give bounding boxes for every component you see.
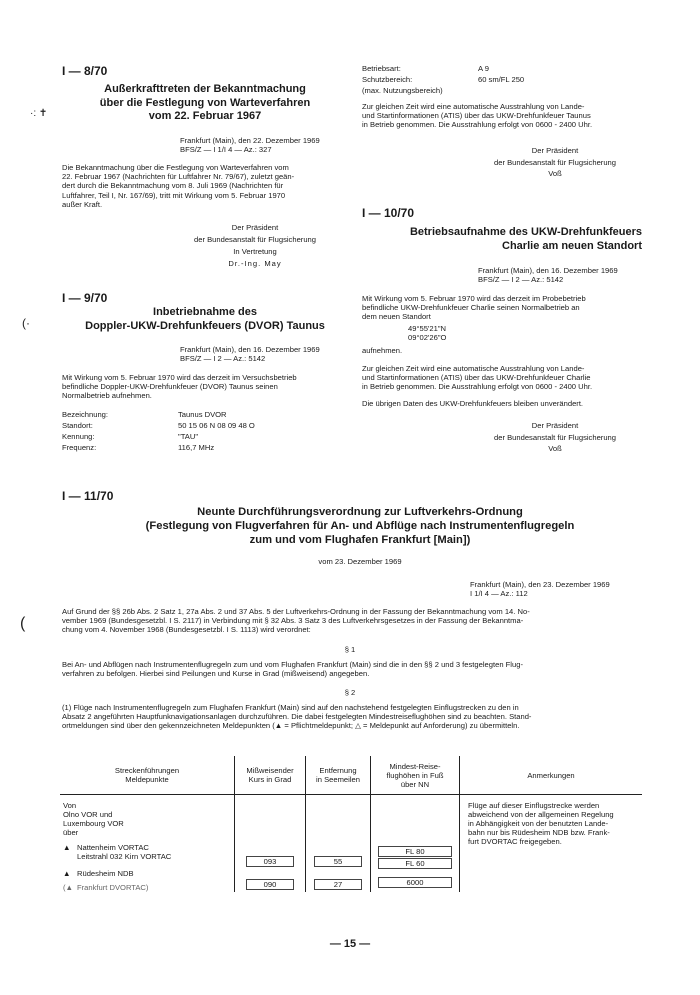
operation-row: Betriebsart: (362, 64, 401, 73)
section-title-11-70: Neunte Durchführungsverordnung zur Luftverkehrs-Ordnung (Festlegung von Flugverfahren für An- und Abflüge nach Instrumentenflugregeln zum und vom Flughafen Frankfurt [Main]) (145, 506, 575, 546)
section-title-10-70: Betriebsaufnahme des UKW-Drehfunkfeuers Charlie am neuen Standort (409, 226, 642, 252)
operation-note: (max. Nutzungsbereich) (362, 86, 443, 95)
facility-row: Bezeichnung: (62, 410, 109, 419)
section-id-9-70: I — 9/70 (62, 291, 108, 305)
body-10-70: Mit Wirkung vom 5. Februar 1970 wird das derzeit im Probebetrieb befindliche UKW-Drehfunkfeuer Charlie seinen Normalbetrieb an dem neuen Standort (362, 294, 586, 322)
paragraph-2-heading: § 2 (344, 688, 356, 697)
scan-mark-middle: (· (22, 316, 30, 330)
paragraph-1-heading: § 1 (344, 645, 356, 654)
dateline-9-70: Frankfurt (Main), den 16. Dezember 1969 BFS/Z — I 2 — Az.: 5142 (180, 345, 320, 364)
facility-value: 50 15 06 N 08 09 48 O (178, 421, 255, 430)
facility-row: Standort: (62, 421, 93, 430)
section-title-9-70: Inbetriebnahme des Doppler-UKW-Drehfunkfeuers (DVOR) Taunus (85, 306, 325, 332)
report-point: ▲ Nattenheim VORTAC (63, 843, 149, 852)
compulsory-report-icon: ▲ (63, 843, 71, 852)
section-date-11-70: vom 23. Dezember 1969 (318, 557, 402, 566)
header-routes: Streckenführungen Meldepunkte (60, 756, 235, 795)
altitude-cell: FL 80 FL 60 6000 (371, 795, 460, 893)
coordinates-charlie: 49°55'21"N 09°02'26"O (408, 324, 447, 343)
dateline-11-70: Frankfurt (Main), den 23. Dezember 1969 I 1/I 4 — Az.: 112 (470, 580, 610, 599)
route-cell: Von Olno VOR und Luxembourg VOR über ▲ Nattenheim VORTAC Leitstrahl 032 Kirn VORTAC ▲ Rüdesheim NDB (▲ Frankfurt DVORTAC) (60, 795, 235, 893)
report-point: (▲ Frankfurt DVORTAC) (63, 883, 149, 892)
remarks-cell: Flüge auf dieser Einflugstrecke werden abweichend von der allgemeinen Regelung in Abhängigkeit von der benutzten Lande- bahn nur bis Rüdesheim NDB bzw. Frank- furt DVORTAC freigegeben. (460, 795, 643, 893)
scan-mark-top: ·: ✝ (30, 108, 48, 119)
scan-mark-bottom: ( (20, 615, 26, 632)
signature-9-70: Der Präsident der Bundesanstalt für Flugsicherung Voß (494, 146, 616, 178)
body-atis-taunus: Zur gleichen Zeit wird eine automatische Ausstrahlung von Lande- und Startinformationen (ATIS) über das UKW-Drehfunkfeuer Taunus in Betrieb genommen. Die Ausstrahlung erfolgt von 0600 - 2400 Uhr. (362, 102, 593, 130)
section-title-8-70: Außerkrafttreten der Bekanntmachung über die Festlegung von Warteverfahren vom 22. Februar 1967 (99, 83, 311, 122)
paragraph-1: Bei An- und Abflügen nach Instrumentenflugregeln zum und vom Flughafen Frankfurt (Main) sind die in den §§ 2 und 3 festgelegten Flug- verfahren zu befolgen. Hierbei sind Peilungen und Kurse in Grad (mißweisend) angegeben. (62, 660, 523, 679)
intro-11-70: Auf Grund der §§ 26b Abs. 2 Satz 1, 27a Abs. 2 und 37 Abs. 5 der Luftverkehrs-Ordnung in der Fassung der Bekanntmachung vom 14. No- vember 1969 (Bundesgesetzbl. I S. 2117) in Verbindung mit § 32 Abs. 3 Satz 3 des Luftverkehrsgesetzes in der Fassung der Bekanntma- chung vom 4. November 1968 (Bundesgesetzbl. I S. 1113) wird verordnet: (62, 607, 530, 635)
facility-value: "TAU" (178, 432, 199, 441)
body-10-70-final: Die übrigen Daten des UKW-Drehfunkfeuers bleiben unverändert. (362, 399, 584, 408)
facility-value: 116,7 MHz (178, 443, 215, 452)
compulsory-report-icon: ▲ (63, 869, 71, 878)
body-9-70: Mit Wirkung vom 5. Februar 1970 wird das derzeit im Versuchsbetrieb befindliche Doppler-UKW-Drehfunkfeuer (DVOR) Taunus seinen Normalbetrieb aufnehmen. (62, 373, 297, 401)
page-number: — 15 — (329, 938, 371, 950)
header-remarks: Anmerkungen (460, 756, 643, 795)
body-10-70-after: aufnehmen. (362, 346, 403, 355)
section-id-10-70: I — 10/70 (362, 206, 415, 220)
dateline-8-70: Frankfurt (Main), den 22. Dezember 1969 BFS/Z — I 1/I 4 — Az.: 327 (180, 136, 320, 155)
table-header-row (60, 756, 642, 795)
signature-8-70: Der Präsident der Bundesanstalt für Flugsicherung In Vertretung Dr.-Ing. May (194, 223, 316, 268)
table-row (60, 795, 642, 893)
operation-value: A 9 (478, 64, 489, 73)
operation-row: Schutzbereich: (362, 75, 413, 84)
body-atis-charlie: Zur gleichen Zeit wird eine automatische Ausstrahlung von Lande- und Startinformationen (ATIS) über das UKW-Drehfunkfeuer Charlie in Betrieb genommen. Die Ausstrahlung erfolgt von 0600 - 2400 Uhr. (362, 364, 593, 392)
report-point: ▲ Rüdesheim NDB (63, 869, 134, 878)
paragraph-2: (1) Flüge nach Instrumentenflugregeln zum Flughafen Frankfurt (Main) sind auf den nachstehend festgelegten Einflugstrecken zu den in Absatz 2 angeführten Hauptfunknavigationsanlagen durchzuführen. Die dabei festgelegten Mindestreiseflughöhen sind zu beachten. Stand- ortmeldungen sind über den gekennzeichneten Meldepunkten (▲ = Pflichtmeldepunkt; △ = Meldepunkt auf Anforderung) zu übermitteln. (62, 703, 532, 731)
header-distance: Entfernung in Seemeilen (306, 756, 371, 795)
facility-row: Frequenz: (62, 443, 97, 452)
facility-row: Kennung: (62, 432, 95, 441)
section-id-11-70: I — 11/70 (62, 489, 114, 503)
course-cell: 093 090 (235, 795, 306, 893)
facility-value: Taunus DVOR (178, 410, 227, 419)
compulsory-report-icon: (▲ (63, 883, 74, 892)
body-8-70: Die Bekanntmachung über die Festlegung von Warteverfahren vom 22. Februar 1967 (Nachrichten für Luftfahrer Nr. 79/67), zuletzt geän- dert durch die Bekanntmachung vom 8. Juli 1969 (Nachrichten für Luftfahrer, Teil I, Nr. 167/69), tritt mit Wirkung vom 5. Februar 1970 außer Kraft. (62, 163, 295, 209)
distance-cell: 55 27 (306, 795, 371, 893)
routes-table (60, 756, 642, 892)
dateline-10-70: Frankfurt (Main), den 16. Dezember 1969 BFS/Z — I 2 — Az.: 5142 (478, 266, 618, 285)
section-id-8-70: I — 8/70 (62, 64, 108, 78)
header-altitude: Mindest-Reise- flughöhen in Fuß über NN (371, 756, 460, 795)
header-course: Mißweisender Kurs in Grad (235, 756, 306, 795)
signature-10-70: Der Präsident der Bundesanstalt für Flugsicherung Voß (494, 421, 616, 453)
operation-value: 60 sm/FL 250 (478, 75, 525, 84)
